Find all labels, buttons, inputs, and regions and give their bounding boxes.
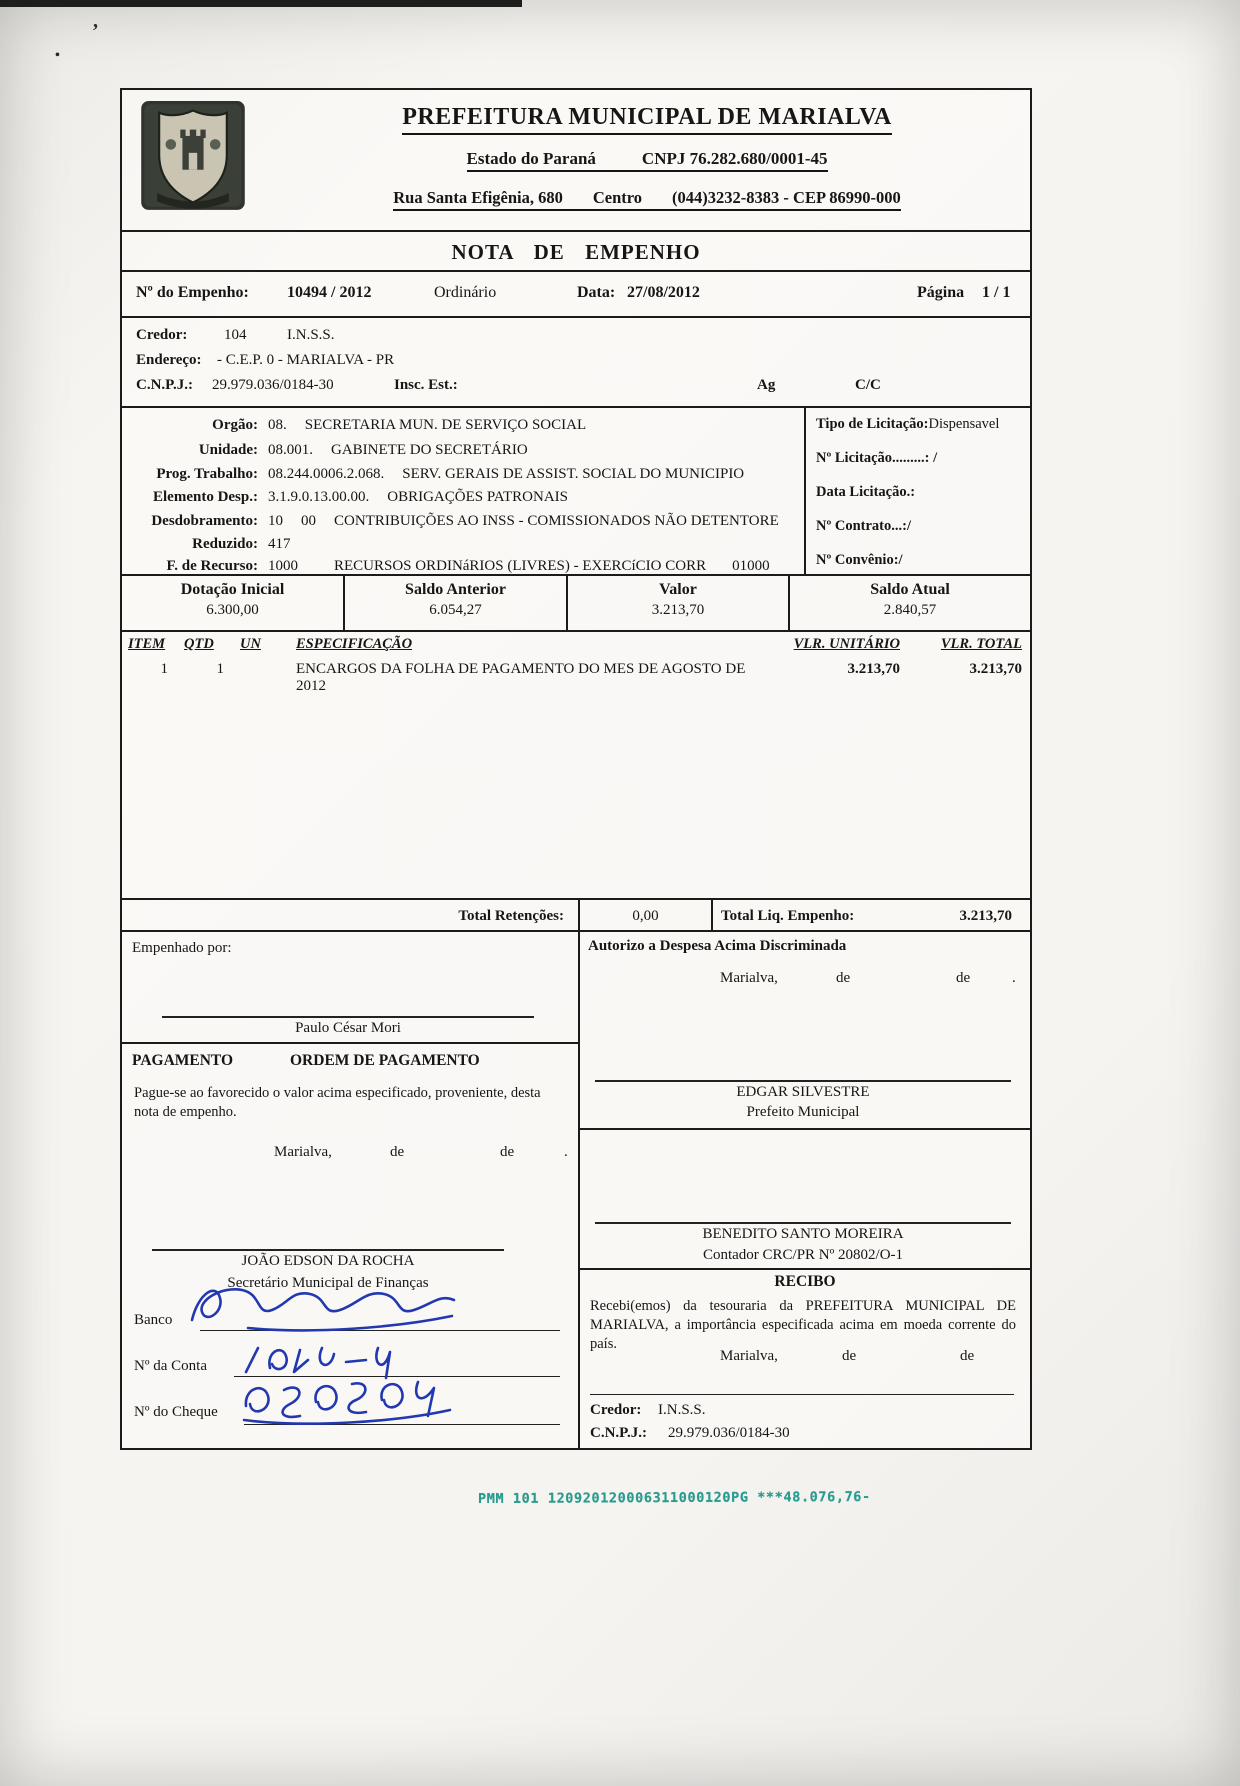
recibo-signature-line (590, 1394, 1014, 1395)
recibo-cnpj-label: C.N.P.J.: (590, 1425, 647, 1441)
prefeito-signature-line (595, 1080, 1011, 1082)
prefeito-role: Prefeito Municipal (746, 1104, 860, 1120)
recibo-credor-value: I.N.S.S. (658, 1402, 706, 1418)
item-row (122, 661, 1030, 695)
right-signature-column (580, 932, 1030, 1448)
recibo-de1: de (842, 1348, 857, 1364)
budget-classification-section (122, 406, 1030, 574)
credor-section (122, 316, 1030, 406)
desdobramento-label: Desdobramento: (151, 513, 258, 529)
total-liquido-value: 3.213,70 (959, 907, 1012, 924)
saldo-atual-cell (790, 576, 1030, 630)
city-line-city: Marialva, (274, 1144, 332, 1160)
page-value: 1 / 1 (982, 284, 1011, 301)
item-vlr-unitario: 3.213,70 (847, 661, 900, 677)
reduzido-code: 417 (268, 536, 291, 552)
recibo-de2: de (960, 1348, 975, 1364)
organization-title: PREFEITURA MUNICIPAL DE MARIALVA (402, 104, 892, 135)
item-vlr-total: 3.213,70 (969, 661, 1022, 677)
autorizo-city: Marialva, (720, 970, 778, 986)
empenho-type: Ordinário (434, 284, 497, 301)
document-title: NOTA DE EMPENHO (122, 230, 1030, 270)
empenhado-box (122, 932, 578, 1044)
street-address: Rua Santa Efigênia, 680 (393, 188, 563, 207)
conta-label: Nº da Conta (134, 1358, 207, 1374)
empenhado-por-label: Empenhado por: (132, 940, 232, 956)
bank-authentication-print: PMM 101 120920120006311000120PG ***48.076,76- (477, 1488, 871, 1508)
financas-signer-role: Secretário Municipal de Finanças (227, 1275, 429, 1291)
date-value: 27/08/2012 (627, 284, 700, 301)
item-header: ITEM (128, 636, 166, 652)
elemento-desp-row (122, 489, 798, 506)
recibo-text: Recebi(emos) da tesouraria da PREFEITURA MUNICIPAL DE MARIALVA, a importância especificada acima em moeda corrente do país. (590, 1298, 1016, 1352)
elemento-desp-code: 3.1.9.0.13.00.00. (268, 489, 370, 505)
city-line-de1: de (390, 1144, 405, 1160)
pagamento-title: PAGAMENTO (132, 1052, 234, 1069)
total-retencoes-label: Total Retenções: (122, 900, 580, 932)
logo-area (122, 90, 264, 230)
conta-line (234, 1376, 560, 1377)
empenhado-signature-line (162, 1016, 534, 1018)
especificacao-header: ESPECIFICAÇÃO (296, 636, 413, 652)
cc-label: C/C (855, 377, 881, 393)
saldo-anterior-value: 6.054,27 (429, 602, 482, 618)
numero-convenio: Nº Convênio:/ (816, 552, 903, 568)
autorizo-box (580, 932, 1030, 1130)
orgao-row (122, 417, 798, 434)
reduzido-row (122, 536, 798, 553)
nota-de-empenho-document (120, 88, 1032, 1450)
city-line-de2: de (500, 1144, 515, 1160)
document-header (122, 90, 1030, 230)
fonte-recurso-desc: RECURSOS ORDINáRIOS (LIVRES) - EXERCíCIO CORR (334, 558, 707, 574)
dotacao-inicial-cell (122, 576, 345, 630)
unidade-label: Unidade: (198, 442, 258, 458)
total-retencoes-value: 0,00 (580, 900, 713, 932)
left-signature-column (122, 932, 580, 1448)
unidade-row (122, 442, 798, 459)
elemento-desp-label: Elemento Desp.: (153, 489, 258, 505)
empenho-number-label: Nº do Empenho: (136, 284, 249, 301)
licitacao-panel (804, 408, 1030, 574)
fonte-recurso-code2: 01000 (732, 558, 770, 574)
address-line (393, 188, 901, 211)
orgao-desc: SECRETARIA MUN. DE SERVIÇO SOCIAL (304, 417, 587, 433)
item-especificacao: ENCARGOS DA FOLHA DE PAGAMENTO DO MES DE AGOSTO DE 2012 (296, 661, 746, 694)
signatures-section (122, 930, 1030, 1448)
cnpj-label: C.N.P.J.: (136, 377, 193, 393)
dotacao-inicial-value: 6.300,00 (206, 602, 259, 618)
credor-name: I.N.S.S. (287, 327, 335, 343)
contador-name: BENEDITO SANTO MOREIRA (702, 1226, 904, 1242)
contador-box (580, 1130, 1030, 1270)
qtd-header: QTD (184, 636, 214, 652)
insc-est-label: Insc. Est.: (394, 377, 458, 393)
pagamento-box (122, 1044, 578, 1446)
cheque-line (244, 1424, 560, 1425)
item-qtd: 1 (216, 661, 224, 677)
recibo-credor-label: Credor: (590, 1402, 642, 1418)
dotacao-inicial-label: Dotação Inicial (180, 581, 285, 598)
municipal-coat-of-arms-logo (140, 100, 246, 212)
prog-trabalho-desc: SERV. GERAIS DE ASSIST. SOCIAL DO MUNICIPIO (402, 466, 745, 482)
state-cnpj-line (467, 149, 828, 172)
elemento-desp-desc: OBRIGAÇÕES PATRONAIS (387, 489, 568, 505)
endereco-value: - C.E.P. 0 - MARIALVA - PR (217, 352, 395, 368)
autorizo-period: . (1012, 970, 1016, 986)
prog-trabalho-label: Prog. Trabalho: (156, 466, 258, 482)
autorizo-de1: de (836, 970, 851, 986)
orgao-label: Orgão: (212, 417, 258, 433)
valor-cell (568, 576, 790, 630)
ordem-pagamento-title: ORDEM DE PAGAMENTO (290, 1052, 480, 1069)
credor-code: 104 (224, 327, 247, 343)
city-line-period: . (564, 1144, 568, 1160)
cheque-label: Nº do Cheque (134, 1404, 218, 1420)
scan-artifact-bar (0, 0, 522, 7)
desdobramento-row (122, 513, 798, 530)
recibo-city: Marialva, (720, 1348, 778, 1364)
fonte-recurso-code: 1000 (268, 558, 298, 574)
numero-contrato: Nº Contrato...:/ (816, 518, 911, 534)
financas-signer-name: JOÃO EDSON DA ROCHA (241, 1253, 415, 1269)
numero-licitacao: Nº Licitação.........: / (816, 450, 938, 466)
scan-artifact-mark: ’ (92, 20, 99, 42)
prog-trabalho-code: 08.244.0006.2.068. (268, 466, 385, 482)
saldo-anterior-label: Saldo Anterior (405, 581, 506, 598)
contador-signature-line (595, 1222, 1011, 1224)
un-header: UN (240, 636, 261, 652)
total-liquido-cell (713, 908, 1030, 925)
scan-artifact-mark: • (55, 48, 60, 63)
autorizo-title: Autorizo a Despesa Acima Discriminada (588, 938, 847, 954)
desdobramento-desc: CONTRIBUIÇÕES AO INSS - COMISSIONADOS NÃO DETENTORE (334, 513, 779, 529)
vlr-total-header: VLR. TOTAL (940, 636, 1022, 652)
recibo-title: RECIBO (774, 1273, 836, 1290)
reduzido-label: Reduzido: (192, 536, 258, 552)
valor-value: 3.213,70 (651, 602, 705, 618)
recibo-box (580, 1270, 1030, 1446)
fonte-recurso-row (122, 558, 798, 575)
date-label: Data: (577, 284, 616, 301)
items-header-row (122, 632, 1030, 653)
pagamento-text: Pague-se ao favorecido o valor acima especificado, proveniente, desta nota de empenho. (134, 1085, 541, 1120)
page-label: Página (917, 284, 965, 301)
prefeito-name: EDGAR SILVESTRE (736, 1084, 870, 1100)
total-liquido-label: Total Liq. Empenho: (721, 907, 855, 924)
unidade-code: 08.001. (268, 442, 313, 458)
autorizo-de2: de (956, 970, 971, 986)
header-text (264, 90, 1030, 230)
fonte-recurso-label: F. de Recurso: (166, 558, 258, 574)
totals-row (122, 898, 1030, 930)
saldo-atual-value: 2.840,57 (883, 602, 937, 618)
empenhado-signer-name: Paulo César Mori (295, 1020, 401, 1036)
valor-label: Valor (659, 581, 697, 598)
items-section (122, 630, 1030, 898)
orgao-code: 08. (268, 417, 287, 433)
item-number: 1 (160, 661, 168, 677)
desdobramento-code2: 00 (301, 513, 316, 529)
recibo-cnpj-value: 29.979.036/0184-30 (668, 1425, 790, 1441)
ag-label: Ag (757, 377, 776, 393)
financas-signature-line (152, 1249, 504, 1251)
prog-trabalho-row (122, 466, 798, 483)
saldos-table (122, 574, 1030, 630)
org-cnpj: CNPJ 76.282.680/0001-45 (641, 149, 828, 168)
saldo-atual-label: Saldo Atual (870, 581, 950, 598)
banco-line (200, 1330, 560, 1331)
vlr-unitario-header: VLR. UNITÁRIO (793, 636, 900, 652)
empenho-info-row (122, 270, 1030, 316)
district: Centro (592, 188, 643, 207)
cnpj-value: 29.979.036/0184-30 (212, 377, 334, 393)
unidade-desc: GABINETE DO SECRETÁRIO (331, 442, 528, 458)
saldo-anterior-cell (345, 576, 568, 630)
banco-label: Banco (134, 1312, 173, 1328)
empenho-number: 10494 / 2012 (287, 284, 372, 301)
state-label: Estado do Paraná (466, 149, 596, 168)
tipo-licitacao: Tipo de Licitação:Dispensavel (816, 416, 1000, 432)
endereco-label: Endereço: (136, 352, 202, 368)
data-licitacao: Data Licitação.: (816, 484, 916, 500)
phone-cep: (044)3232-8383 - CEP 86990-000 (672, 188, 901, 207)
credor-label: Credor: (136, 327, 188, 343)
contador-role: Contador CRC/PR Nº 20802/O-1 (702, 1247, 904, 1263)
desdobramento-code: 10 (268, 513, 283, 529)
